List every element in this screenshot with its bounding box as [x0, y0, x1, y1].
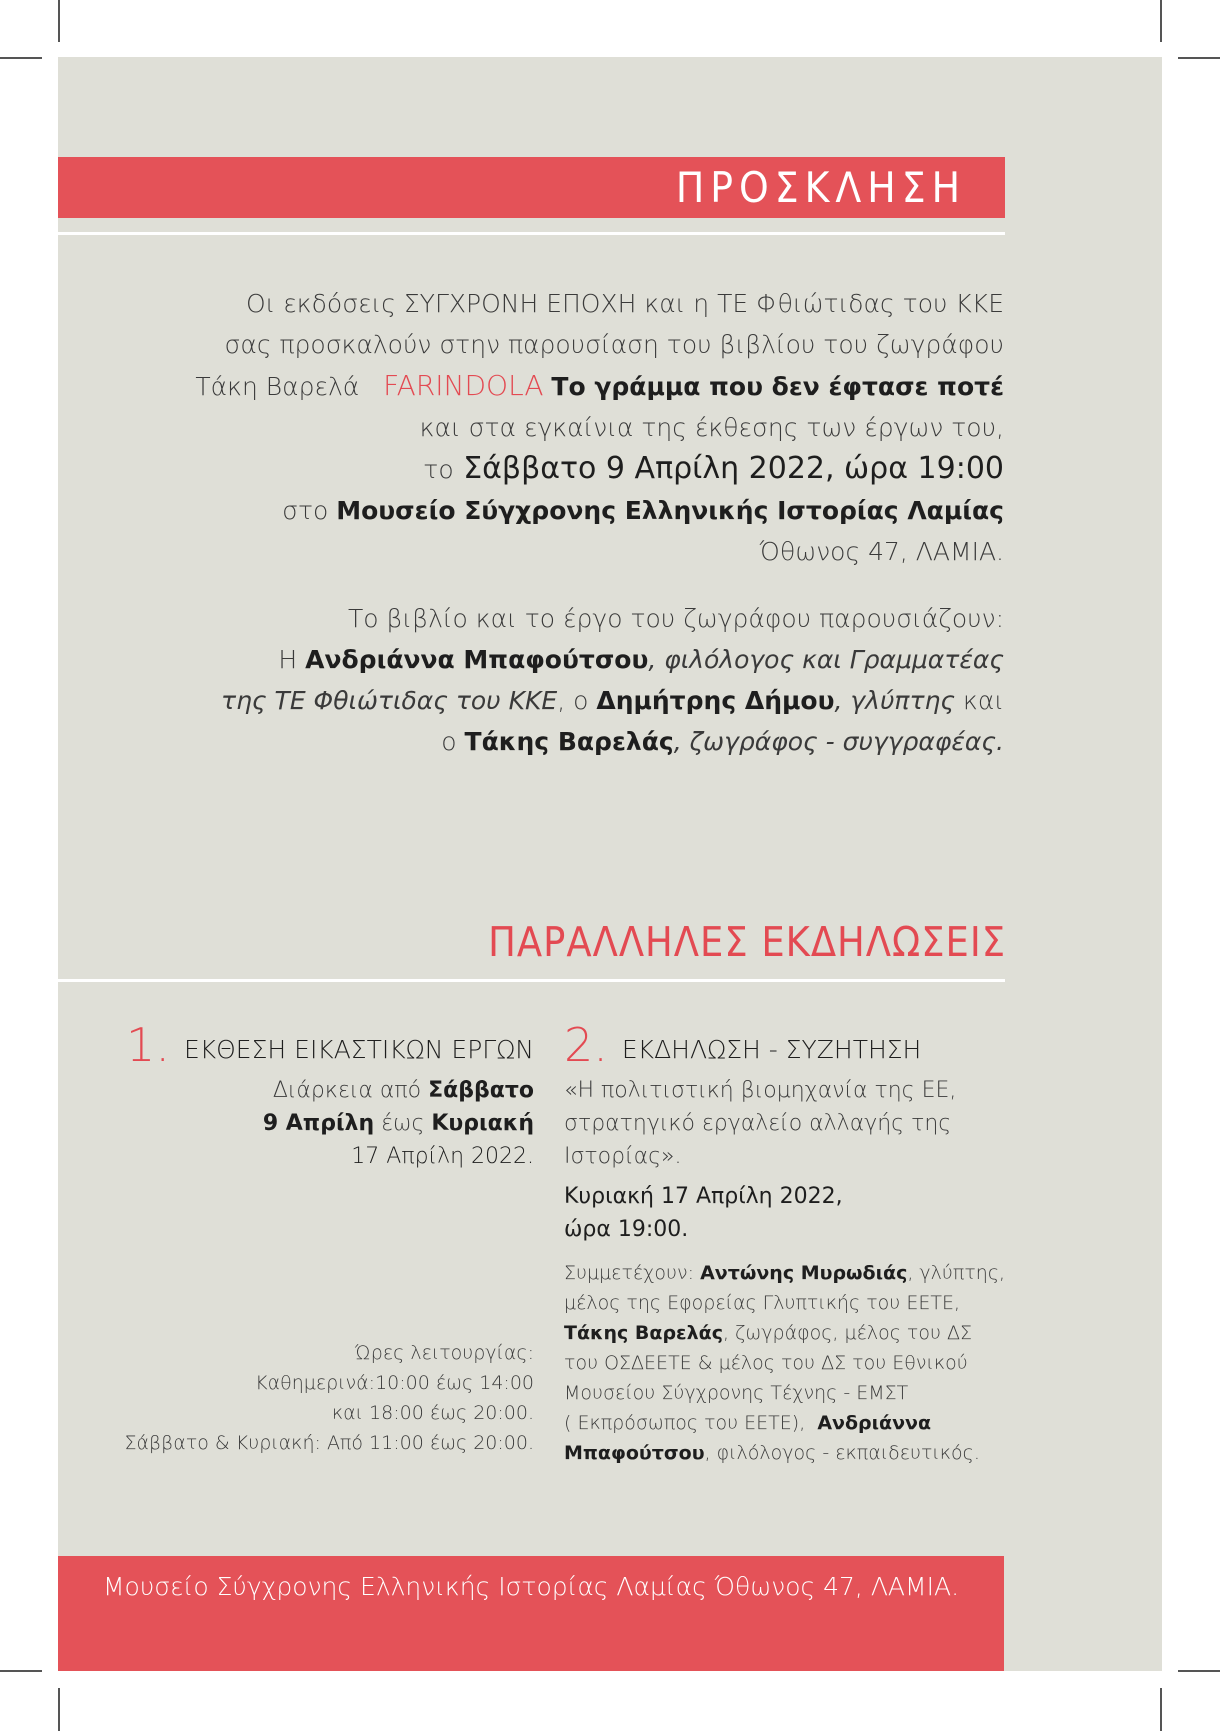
- venue-name: Μουσείο Σύγχρονης Ελληνικής Ιστορίας Λαμίας: [336, 496, 1004, 525]
- participant-role: ( Εκπρόσωπος του ΕΕΤΕ),: [564, 1412, 806, 1434]
- book-title: FARINDOLA: [383, 369, 544, 402]
- event-2-number: 2.: [564, 1018, 608, 1072]
- event-1: [110, 1018, 534, 1454]
- crop-mark: [0, 1670, 42, 1672]
- hours-weekdays-b: και 18:00 έως 20:00.: [331, 1402, 534, 1424]
- presenter-line: [104, 721, 1004, 762]
- duration-end: Κυριακή: [431, 1111, 534, 1136]
- presenter-prefix: Η: [278, 645, 298, 674]
- event-2-time: ώρα 19:00.: [564, 1217, 689, 1242]
- presenter-role: , ζωγράφος - συγγραφέας.: [673, 727, 1004, 756]
- intro-line: σας προσκαλούν στην παρουσίαση του βιβλίου του ζωγράφου: [224, 330, 1004, 359]
- crop-mark: [1178, 57, 1220, 59]
- venue-line: [104, 490, 1004, 531]
- intro-line: και στα εγκαίνια της έκθεσης των έργων του,: [419, 413, 1004, 442]
- invitation-text: [104, 283, 1004, 572]
- duration-start: 9 Απρίλη: [262, 1111, 375, 1136]
- crop-mark: [1178, 1670, 1220, 1672]
- presenter-line: [104, 639, 1004, 680]
- presenter-role: , γλύπτης: [834, 686, 956, 715]
- topic-line: Ιστορίας».: [564, 1144, 682, 1169]
- hours-weekend: Σάββατο & Κυριακή: Από 11:00 έως 20:00.: [124, 1432, 534, 1454]
- topic-line: στρατηγικό εργαλείο αλλαγής της: [564, 1111, 952, 1136]
- presenter-role: της ΤΕ Φθιώτιδας του ΚΚΕ: [221, 686, 558, 715]
- participant-name: Αντώνης Μυρωδιάς: [700, 1262, 908, 1284]
- event-1-title: ΕΚΘΕΣΗ ΕΙΚΑΣΤΙΚΩΝ ΕΡΓΩΝ: [183, 1035, 534, 1064]
- hours-weekdays: Καθημερινά:10:00 έως 14:00: [255, 1372, 534, 1394]
- event-date-line: [104, 448, 1004, 490]
- invitation-title: ΠΡΟΣΚΛΗΣΗ: [675, 163, 966, 212]
- event-2-date: Κυριακή 17 Απρίλη 2022,: [564, 1184, 843, 1209]
- duration-end: 17 Απρίλη 2022.: [351, 1144, 534, 1169]
- event-2: [564, 1018, 1004, 1468]
- venue-prefix: στο: [282, 496, 329, 525]
- presenter-line: [104, 680, 1004, 721]
- presenter-role: , φιλόλογος και Γραμματέας: [648, 645, 1004, 674]
- event-2-title: ΕΚΔΗΛΩΣΗ - ΣΥΖΗΤΗΣΗ: [621, 1035, 922, 1064]
- footer-address: Μουσείο Σύγχρονης Ελληνικής Ιστορίας Λαμίας Όθωνος 47, ΛΑΜΙΑ.: [102, 1572, 960, 1601]
- intro-line: Οι εκδόσεις ΣΥΓΧΡΟΝΗ ΕΠΟΧΗ και η ΤΕ Φθιώτιδας του ΚΚΕ: [245, 289, 1004, 318]
- author-name: Τάκη Βαρελά: [195, 372, 360, 401]
- participants-label: Συμμετέχουν:: [564, 1262, 695, 1284]
- presenter-prefix: , ο: [557, 686, 589, 715]
- topic-line: «Η πολιτιστική βιομηχανία της ΕΕ,: [564, 1078, 957, 1103]
- hours-title: Ώρες λειτουργίας:: [355, 1342, 534, 1364]
- participant-role: του ΟΣΔΕΕΤΕ & μέλος του ΔΣ του Εθνικού: [564, 1352, 968, 1374]
- event-date: Σάββατο 9 Απρίλη 2022, ώρα 19:00: [463, 451, 1004, 486]
- presenter-name: Τάκης Βαρελάς: [464, 727, 674, 756]
- parallel-rule: [58, 979, 1005, 982]
- crop-mark: [58, 1688, 60, 1731]
- date-prefix: το: [423, 455, 454, 484]
- crop-mark: [1160, 0, 1162, 42]
- crop-mark: [1160, 1688, 1162, 1731]
- presenter-name: Ανδριάννα Μπαφούτσου: [305, 645, 649, 674]
- presenter-prefix: ο: [441, 727, 457, 756]
- participant-role: , ζωγράφος, μέλος του ΔΣ: [722, 1322, 973, 1344]
- participant-role: , γλύπτης,: [907, 1262, 1006, 1284]
- conjunction: και: [955, 686, 1004, 715]
- participant-name: Τάκης Βαρελάς: [564, 1322, 723, 1344]
- parallel-events-title: ΠΑΡΑΛΛΗΛΕΣ ΕΚΔΗΛΩΣΕΙΣ: [488, 918, 1006, 966]
- participant-name: Ανδριάννα: [817, 1412, 932, 1434]
- address-line: Όθωνος 47, ΛΑΜΙΑ.: [759, 537, 1004, 566]
- duration-mid: έως: [381, 1111, 425, 1136]
- presenters-intro: Το βιβλίο και το έργο του ζωγράφου παρουσιάζουν:: [347, 604, 1004, 633]
- title-rule: [58, 232, 1005, 235]
- book-subtitle: Το γράμμα που δεν έφτασε ποτέ: [551, 372, 1004, 401]
- presenters-text: [104, 598, 1004, 762]
- event-1-number: 1.: [126, 1018, 170, 1072]
- duration-start: Σάββατο: [428, 1078, 534, 1103]
- presenter-name: Δημήτρης Δήμου: [596, 686, 835, 715]
- participant-role: μέλος της Εφορείας Γλυπτικής του ΕΕΤΕ,: [564, 1292, 960, 1314]
- participant-role: , φιλόλογος - εκπαιδευτικός.: [704, 1442, 980, 1464]
- duration-prefix: Διάρκεια από: [272, 1078, 422, 1103]
- participant-name: Μπαφούτσου: [564, 1442, 705, 1464]
- participant-role: Μουσείου Σύγχρονης Τέχνης - ΕΜΣΤ: [564, 1382, 909, 1404]
- crop-mark: [0, 57, 42, 59]
- crop-mark: [58, 0, 60, 42]
- intro-line: [104, 365, 1004, 407]
